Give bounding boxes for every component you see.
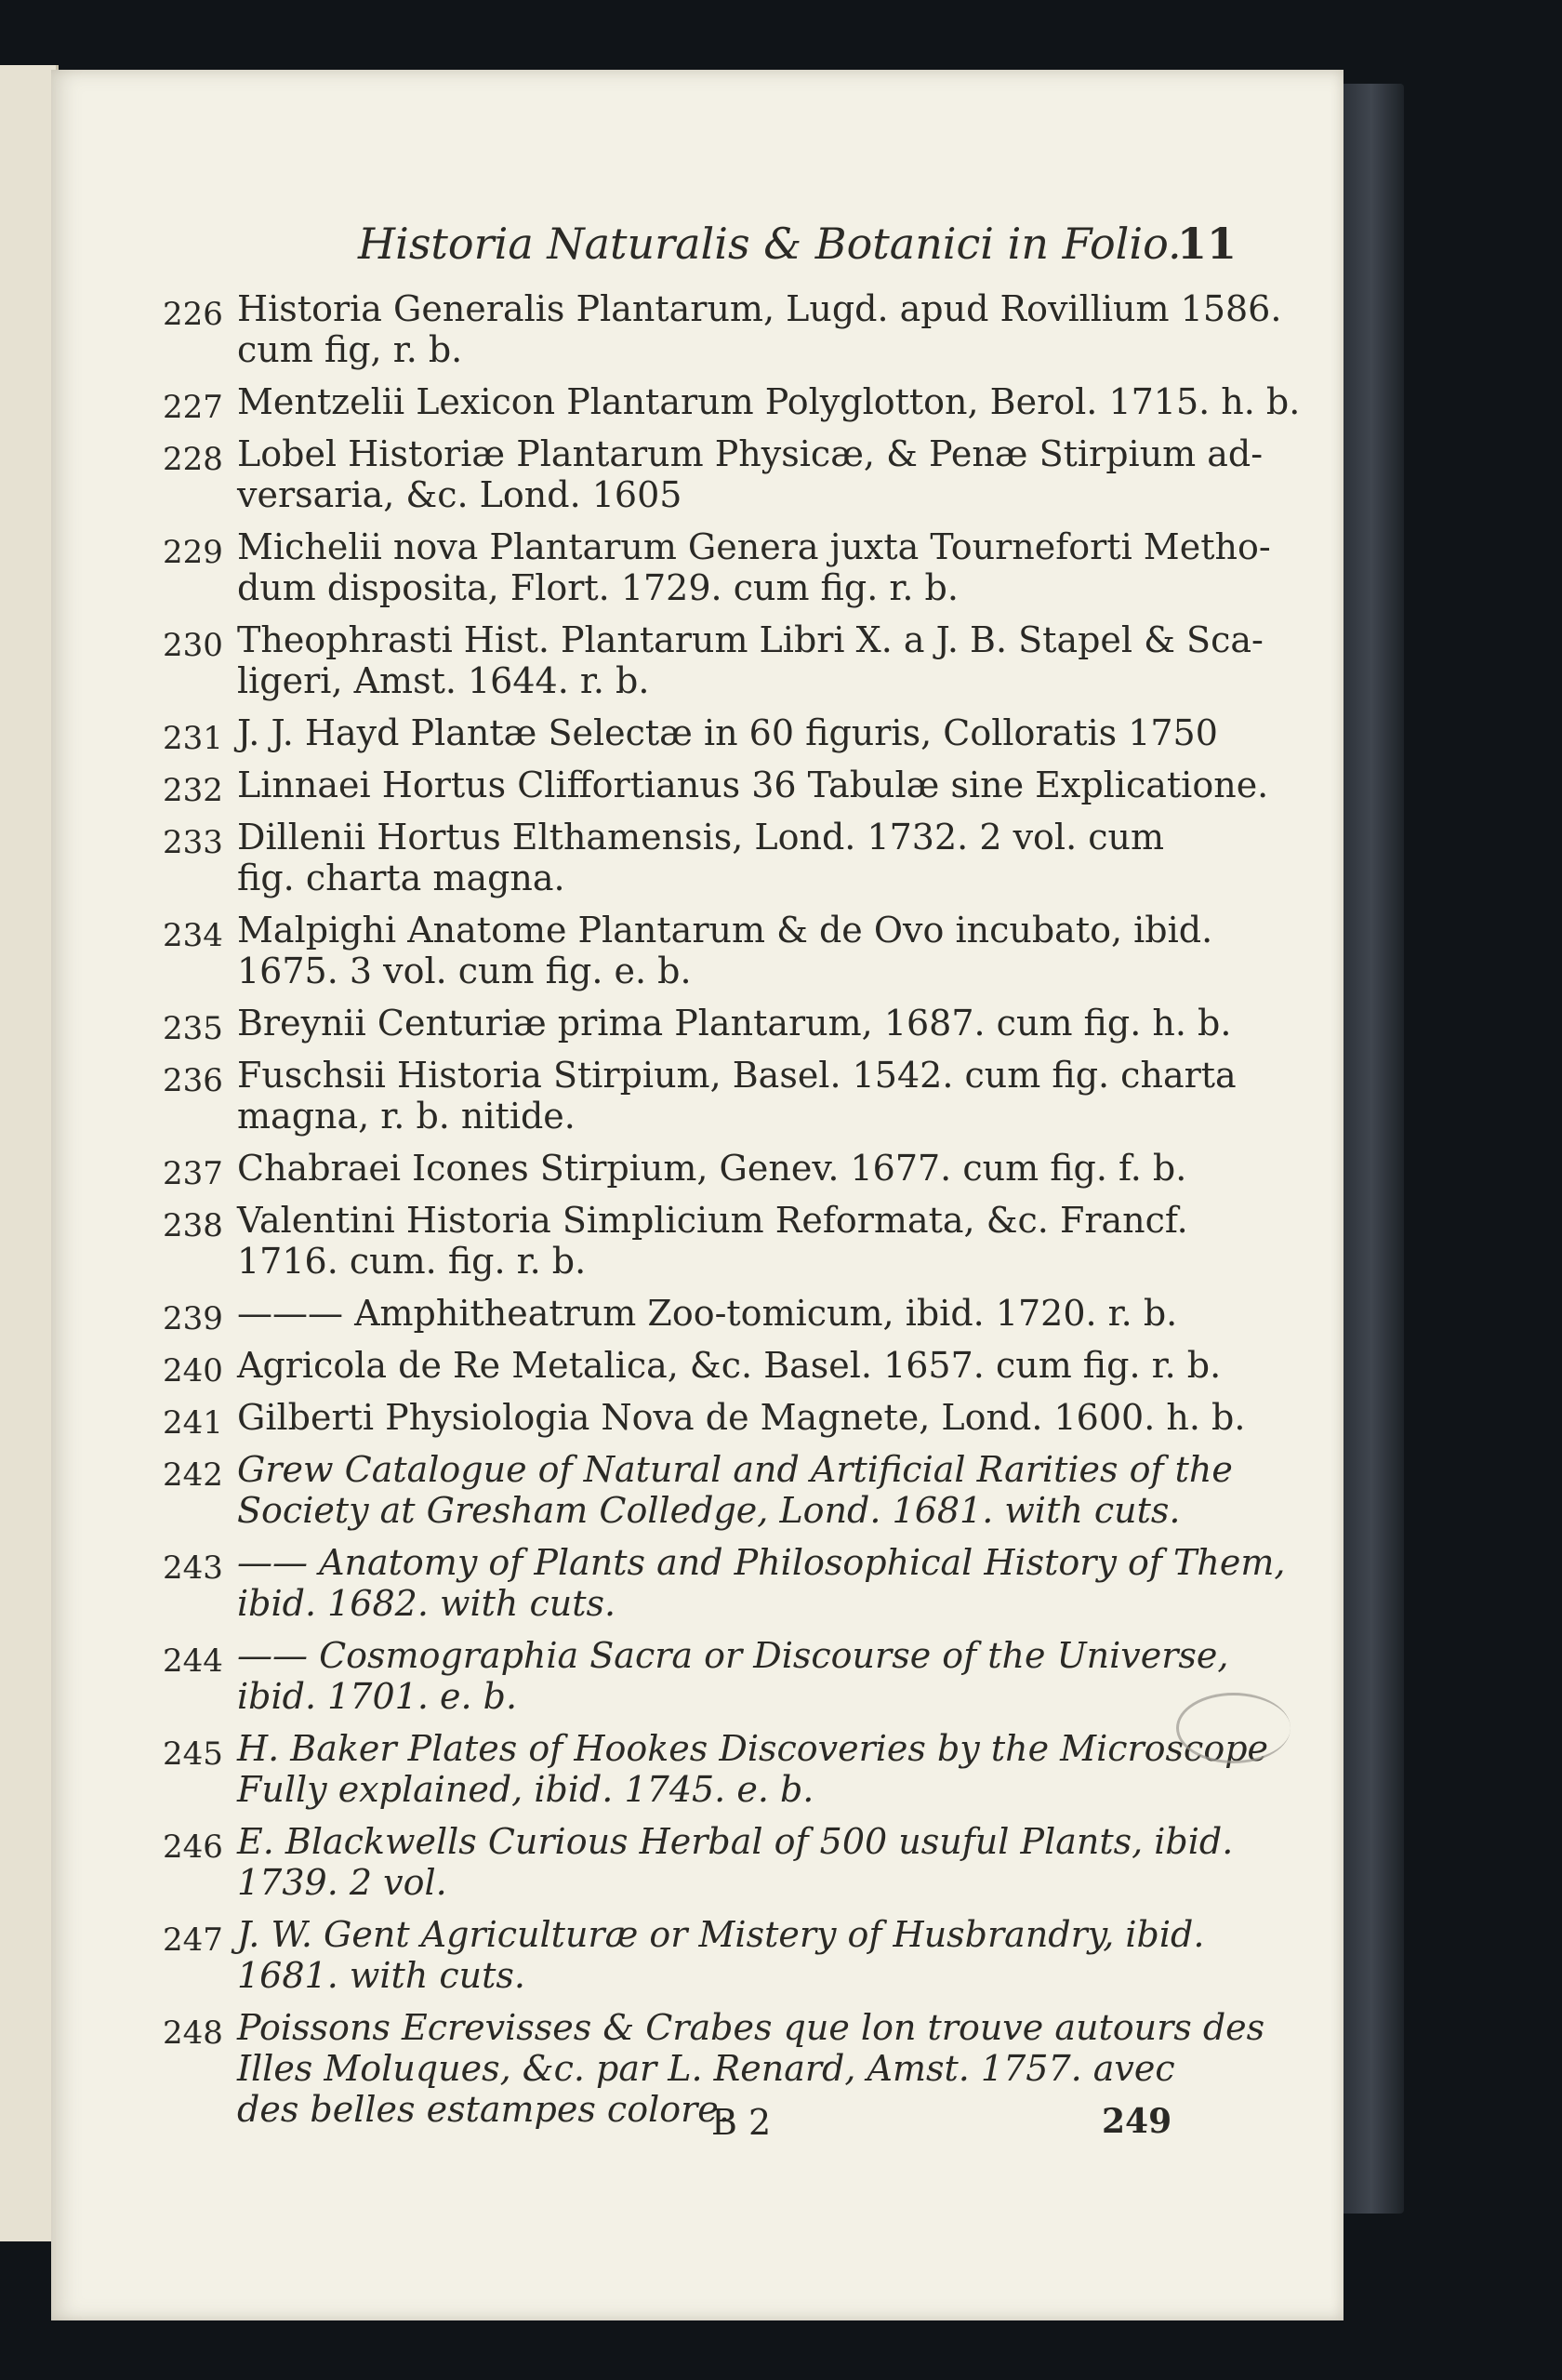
entry-text-line: Mentzelii Lexicon Plantarum Polyglotton, Berol. 1715. h. b. bbox=[237, 381, 1301, 422]
entry-text-line: Agricola de Re Metalica, &c. Basel. 1657. cum fig. r. b. bbox=[237, 1345, 1222, 1386]
catalogue-entry bbox=[163, 1542, 1286, 1624]
catalogue-entry bbox=[163, 1914, 1241, 1996]
entry-text-line: ——— Amphitheatrum Zoo-tomicum, ibid. 1720. r. b. bbox=[237, 1293, 1178, 1334]
entry-text-line: Fuschsii Historia Stirpium, Basel. 1542. cum fig. charta bbox=[237, 1055, 1237, 1096]
entry-text-line: Illes Moluques, &c. par L. Renard, Amst. 1757. avec bbox=[237, 2048, 1175, 2089]
entry-text-line: Lobel Historiæ Plantarum Physicæ, & Penæ Stirpium ad- bbox=[237, 433, 1264, 474]
catchword: 249 bbox=[1102, 2102, 1172, 2141]
entry-text-line: Valentini Historia Simplicium Reformata, &c. Francf. bbox=[237, 1200, 1188, 1241]
entry-number: 245 bbox=[163, 1735, 223, 1773]
catalogue-entry bbox=[163, 817, 1241, 898]
entry-number: 232 bbox=[163, 772, 223, 809]
catalogue-entry bbox=[163, 1397, 1246, 1442]
previous-page-edge bbox=[0, 65, 59, 2241]
entry-number: 241 bbox=[163, 1404, 223, 1442]
entry-text-line: 1675. 3 vol. cum fig. e. b. bbox=[237, 951, 692, 991]
entry-number: 236 bbox=[163, 1062, 223, 1099]
catalogue-entry bbox=[163, 433, 1264, 515]
entry-number: 227 bbox=[163, 389, 223, 426]
page-number: 11 bbox=[1176, 219, 1237, 269]
catalogue-entry bbox=[163, 1055, 1241, 1137]
entry-number: 235 bbox=[163, 1010, 223, 1047]
entry-text-line: dum disposita, Flort. 1729. cum fig. r. b. bbox=[237, 567, 959, 608]
catalogue-entry bbox=[163, 1821, 1241, 1903]
entry-number: 228 bbox=[163, 441, 223, 478]
entry-number: 242 bbox=[163, 1456, 223, 1494]
catalogue-entry bbox=[163, 1635, 1241, 1717]
entry-number: 226 bbox=[163, 296, 223, 333]
entry-text-line: H. Baker Plates of Hookes Discoveries by the Microscope bbox=[237, 1728, 1269, 1769]
entry-number: 243 bbox=[163, 1549, 223, 1587]
catalogue-entry bbox=[163, 381, 1301, 426]
catalogue-entry bbox=[163, 1148, 1241, 1192]
entry-text-line: J. W. Gent Agriculturæ or Mistery of Husbrandry, ibid. bbox=[237, 1914, 1205, 1955]
entry-text-line: cum fig, r. b. bbox=[237, 329, 463, 370]
entry-text-line: fig. charta magna. bbox=[237, 858, 565, 898]
header-title: Historia Naturalis & Botanici in Folio. bbox=[358, 219, 1182, 269]
entry-text-line: —— Anatomy of Plants and Philosophical History of Them, bbox=[237, 1542, 1286, 1583]
entry-text-line: Chabraei Icones Stirpium, Genev. 1677. cum fig. f. b. bbox=[237, 1148, 1187, 1189]
entry-text-line: Society at Gresham Colledge, Lond. 1681. with cuts. bbox=[237, 1490, 1181, 1531]
entry-number: 231 bbox=[163, 720, 223, 757]
entry-text-line: Breynii Centuriæ prima Plantarum, 1687. cum fig. h. b. bbox=[237, 1003, 1232, 1044]
entry-number: 239 bbox=[163, 1300, 223, 1337]
entry-text-line: versaria, &c. Lond. 1605 bbox=[237, 474, 682, 515]
entry-text-line: 1681. with cuts. bbox=[237, 1955, 525, 1996]
catalogue-entry bbox=[163, 1200, 1241, 1282]
book-binding bbox=[1339, 84, 1404, 2214]
entry-text-line: Gilberti Physiologia Nova de Magnete, Lond. 1600. h. b. bbox=[237, 1397, 1246, 1438]
entry-number: 244 bbox=[163, 1642, 223, 1680]
pencil-mark bbox=[1176, 1693, 1291, 1763]
catalogue-entry bbox=[163, 1003, 1241, 1047]
catalogue-entry bbox=[163, 910, 1241, 991]
catalogue-entry bbox=[163, 765, 1269, 809]
entry-text-line: J. J. Hayd Plantæ Selectæ in 60 figuris, Colloratis 1750 bbox=[237, 712, 1218, 753]
catalogue-entry bbox=[163, 619, 1264, 701]
entry-number: 237 bbox=[163, 1155, 223, 1192]
entry-text-line: Poissons Ecrevisses & Crabes que lon trouve autours des bbox=[237, 2007, 1265, 2048]
entry-number: 248 bbox=[163, 2014, 223, 2052]
entry-text-line: Fully explained, ibid. 1745. e. b. bbox=[237, 1769, 814, 1810]
entry-number: 230 bbox=[163, 627, 223, 664]
entry-text-line: —— Cosmographia Sacra or Discourse of the Universe, bbox=[237, 1635, 1229, 1676]
entry-text-line: Malpighi Anatome Plantarum & de Ovo incubato, ibid. bbox=[237, 910, 1213, 951]
catalogue-entry bbox=[163, 1293, 1241, 1337]
book-page bbox=[51, 70, 1344, 2320]
running-header bbox=[302, 219, 1237, 293]
catalogue-entry bbox=[163, 1449, 1241, 1531]
catalogue-entry bbox=[163, 1345, 1241, 1389]
entry-text-line: Historia Generalis Plantarum, Lugd. apud Rovillium 1586. bbox=[237, 288, 1282, 329]
catalogue-entry bbox=[163, 288, 1282, 370]
entry-text-line: Linnaei Hortus Cliffortianus 36 Tabulæ sine Explicatione. bbox=[237, 765, 1269, 805]
entry-text-line: E. Blackwells Curious Herbal of 500 usuful Plants, ibid. bbox=[237, 1821, 1234, 1862]
entry-text-line: 1716. cum. fig. r. b. bbox=[237, 1241, 587, 1282]
entry-number: 238 bbox=[163, 1207, 223, 1244]
entry-number: 246 bbox=[163, 1828, 223, 1866]
entry-number: 233 bbox=[163, 824, 223, 861]
entry-text-line: 1739. 2 vol. bbox=[237, 1862, 447, 1903]
entry-number: 234 bbox=[163, 917, 223, 954]
entry-text-line: ligeri, Amst. 1644. r. b. bbox=[237, 660, 650, 701]
signature-mark: B 2 bbox=[711, 2102, 772, 2143]
catalogue-entry bbox=[163, 712, 1241, 757]
entry-text-line: Dillenii Hortus Elthamensis, Lond. 1732. 2 vol. cum bbox=[237, 817, 1165, 858]
entry-text-line: ibid. 1682. with cuts. bbox=[237, 1583, 616, 1624]
entry-number: 240 bbox=[163, 1352, 223, 1389]
entry-text-line: Grew Catalogue of Natural and Artificial Rarities of the bbox=[237, 1449, 1233, 1490]
entry-text-line: magna, r. b. nitide. bbox=[237, 1096, 576, 1137]
entry-text-line: Michelii nova Plantarum Genera juxta Tourneforti Metho- bbox=[237, 526, 1271, 567]
entry-text-line: Theophrasti Hist. Plantarum Libri X. a J. B. Stapel & Sca- bbox=[237, 619, 1264, 660]
page-footer bbox=[51, 2102, 1344, 2158]
catalogue-entry bbox=[163, 1728, 1269, 1810]
entry-text-line: ibid. 1701. e. b. bbox=[237, 1676, 518, 1717]
catalogue-entries bbox=[163, 288, 1301, 2141]
catalogue-entry bbox=[163, 526, 1271, 608]
entry-text-line: des belles estampes colore. bbox=[237, 2089, 730, 2130]
entry-number: 229 bbox=[163, 534, 223, 571]
entry-number: 247 bbox=[163, 1921, 223, 1959]
